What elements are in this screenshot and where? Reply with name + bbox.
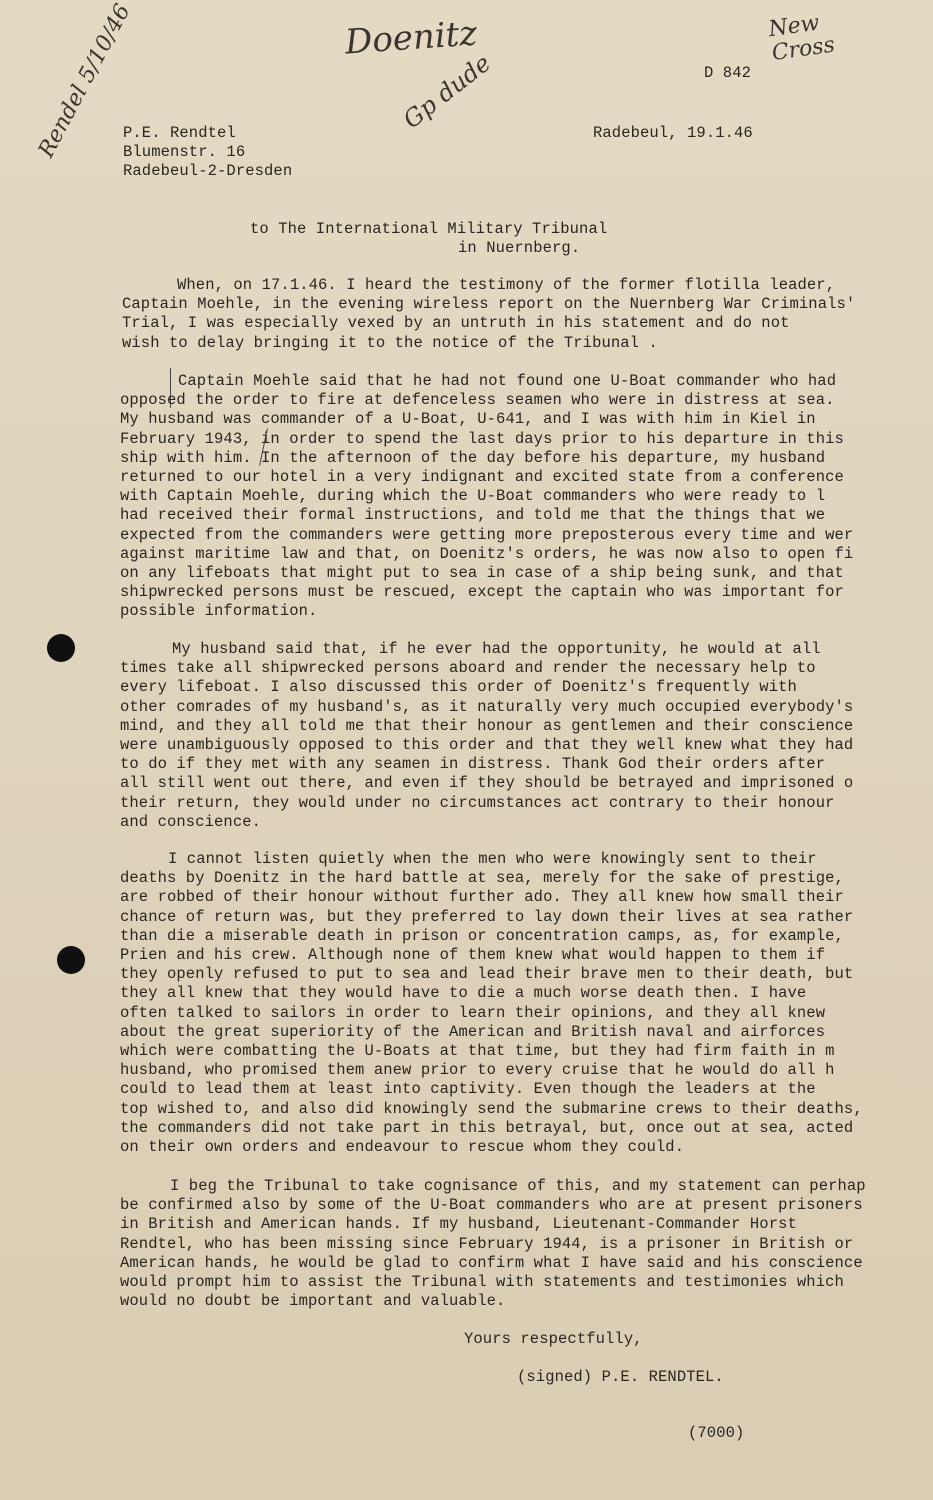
- paragraph-1: [122, 276, 902, 353]
- punch-hole-top: [47, 634, 75, 662]
- p4-line: chance of return was, but they preferred to lay down their lives at sea rather: [120, 907, 854, 926]
- p4-line: could to lead them at least into captivity. Even though the leaders at the: [120, 1080, 816, 1099]
- p4-line: are robbed of their honour without further ado. They all knew how small their: [120, 888, 844, 907]
- p5-line: would prompt him to assist the Tribunal with statements and testimonies which: [120, 1273, 844, 1292]
- p3-line: to do if they met with any seamen in distress. Thank God their orders after: [120, 755, 826, 774]
- p4-line: than die a miserable death in prison or concentration camps, as, for example,: [120, 926, 844, 945]
- paragraph-2: [120, 372, 910, 622]
- p2-line: against maritime law and that, on Doenitz's orders, he was now also to open fi: [120, 544, 854, 563]
- p5-line: Rendtel, who has been missing since February 1944, is a prisoner in British or: [120, 1234, 854, 1253]
- closing: Yours respectfully,: [464, 1330, 643, 1348]
- p3-line: times take all shipwrecked persons aboard and render the necessary help to: [120, 659, 816, 678]
- p2-line: possible information.: [120, 602, 318, 621]
- p4-line: about the great superiority of the American and British naval and airforces: [120, 1022, 826, 1041]
- place-date: Radebeul, 19.1.46: [593, 124, 753, 142]
- p5-line: be confirmed also by some of the U-Boat commanders who are at present prisoners: [120, 1196, 863, 1215]
- p5-line: in British and American hands. If my husband, Lieutenant-Commander Horst: [120, 1215, 797, 1234]
- p2-line: expected from the commanders were getting more preposterous every time and wer: [120, 525, 854, 544]
- p5-line: would no doubt be important and valuable.: [120, 1292, 506, 1311]
- p2-line: opposed the order to fire at defenceless seamen who were in distress at sea.: [120, 391, 835, 410]
- signature: (signed) P.E. RENDTEL.: [517, 1368, 724, 1386]
- p3-line: My husband said that, if he ever had the opportunity, he would at all: [172, 640, 821, 658]
- p2-line: had received their formal instructions, and told me that the things that we: [120, 506, 826, 525]
- handwritten-note-top-right: New Cross: [766, 10, 837, 67]
- p1-line: When, on 17.1.46. I heard the testimony of the former flotilla leader,: [177, 276, 836, 294]
- p4-line: top wished to, and also did knowingly send the submarine crews to their deaths,: [120, 1099, 863, 1118]
- p3-line: and conscience.: [120, 812, 262, 831]
- p5-line: I beg the Tribunal to take cognisance of this, and my statement can perhap: [170, 1177, 866, 1195]
- p4-line: they all knew that they would have to die a much worse death then. I have: [120, 984, 807, 1003]
- p2-line: February 1943, in order to spend the last days prior to his departure in this: [120, 429, 844, 448]
- sender-address: [123, 124, 292, 182]
- p4-line: Prien and his crew. Although none of them knew what would happen to them if: [120, 946, 826, 965]
- addressee-line-2: in Nuernberg.: [458, 239, 581, 258]
- handwritten-note-top-left: Rendel 5/10/46: [34, 0, 136, 162]
- p5-line: American hands, he would be glad to confirm what I have said and his conscience: [120, 1253, 863, 1272]
- p4-line: often talked to sailors in order to learn their opinions, and they all knew: [120, 1003, 826, 1022]
- p3-line: were unambiguously opposed to this order and that they well knew what they had: [120, 736, 854, 755]
- p1-line: Captain Moehle, in the evening wireless report on the Nuernberg War Criminals': [122, 295, 856, 314]
- p4-line: deaths by Doenitz in the hard battle at sea, merely for the sake of prestige,: [120, 869, 844, 888]
- addressee: [250, 220, 607, 258]
- p3-line: other comrades of my husband's, as it naturally very much occupied everybody's: [120, 697, 854, 716]
- p2-line: on any lifeboats that might put to sea in case of a ship being sunk, and that: [120, 564, 844, 583]
- p2-line: with Captain Moehle, during which the U-Boat commanders who were ready to l: [120, 487, 826, 506]
- sender-name: P.E. Rendtel: [123, 124, 236, 142]
- p3-line: mind, and they all told me that their honour as gentlemen and their conscience: [120, 716, 854, 735]
- footer-number: (7000): [688, 1424, 745, 1442]
- punch-hole-bottom: [57, 946, 85, 974]
- p4-line: on their own orders and endeavour to rescue whom they could.: [120, 1138, 685, 1157]
- sender-city: Radebeul-2-Dresden: [123, 162, 293, 181]
- paragraph-3: [120, 640, 910, 832]
- p4-line: which were combatting the U-Boats at that time, but they had firm faith in m: [120, 1042, 835, 1061]
- p2-line: returned to our hotel in a very indignant and excited state from a conference: [120, 468, 844, 487]
- p2-line: shipwrecked persons must be rescued, except the captain who was important for: [120, 583, 844, 602]
- p3-line: their return, they would under no circumstances act contrary to their honour: [120, 793, 835, 812]
- p2-line: Captain Moehle said that he had not found one U-Boat commander who had: [178, 372, 837, 390]
- p4-line: the commanders did not take part in this betrayal, but, once out at sea, acted: [120, 1118, 854, 1137]
- p3-line: every lifeboat. I also discussed this order of Doenitz's frequently with: [120, 678, 797, 697]
- paragraph-4: [120, 850, 910, 1157]
- p2-line: ship with him. In the afternoon of the day before his departure, my husband: [120, 448, 826, 467]
- p3-line: all still went out there, and even if they should be betrayed and imprisoned o: [120, 774, 854, 793]
- addressee-line-1: to The International Military Tribunal: [250, 220, 608, 238]
- sender-street: Blumenstr. 16: [123, 143, 246, 162]
- handwritten-note-top-center: Doenitz: [343, 13, 479, 63]
- p4-line: I cannot listen quietly when the men who were knowingly sent to their: [168, 850, 817, 868]
- document-number: D 842: [704, 64, 752, 82]
- paragraph-5: [120, 1177, 910, 1311]
- handwritten-note-center-sub: Gp dude: [398, 48, 497, 135]
- p2-line: My husband was commander of a U-Boat, U-641, and I was with him in Kiel in: [120, 410, 816, 429]
- p4-line: husband, who promised them anew prior to every cruise that he would do all h: [120, 1061, 835, 1080]
- p1-line: Trial, I was especially vexed by an untruth in his statement and do not: [122, 314, 790, 333]
- p4-line: they openly refused to put to sea and lead their brave men to their death, but: [120, 965, 854, 984]
- p1-line: wish to delay bringing it to the notice of the Tribunal .: [122, 333, 658, 352]
